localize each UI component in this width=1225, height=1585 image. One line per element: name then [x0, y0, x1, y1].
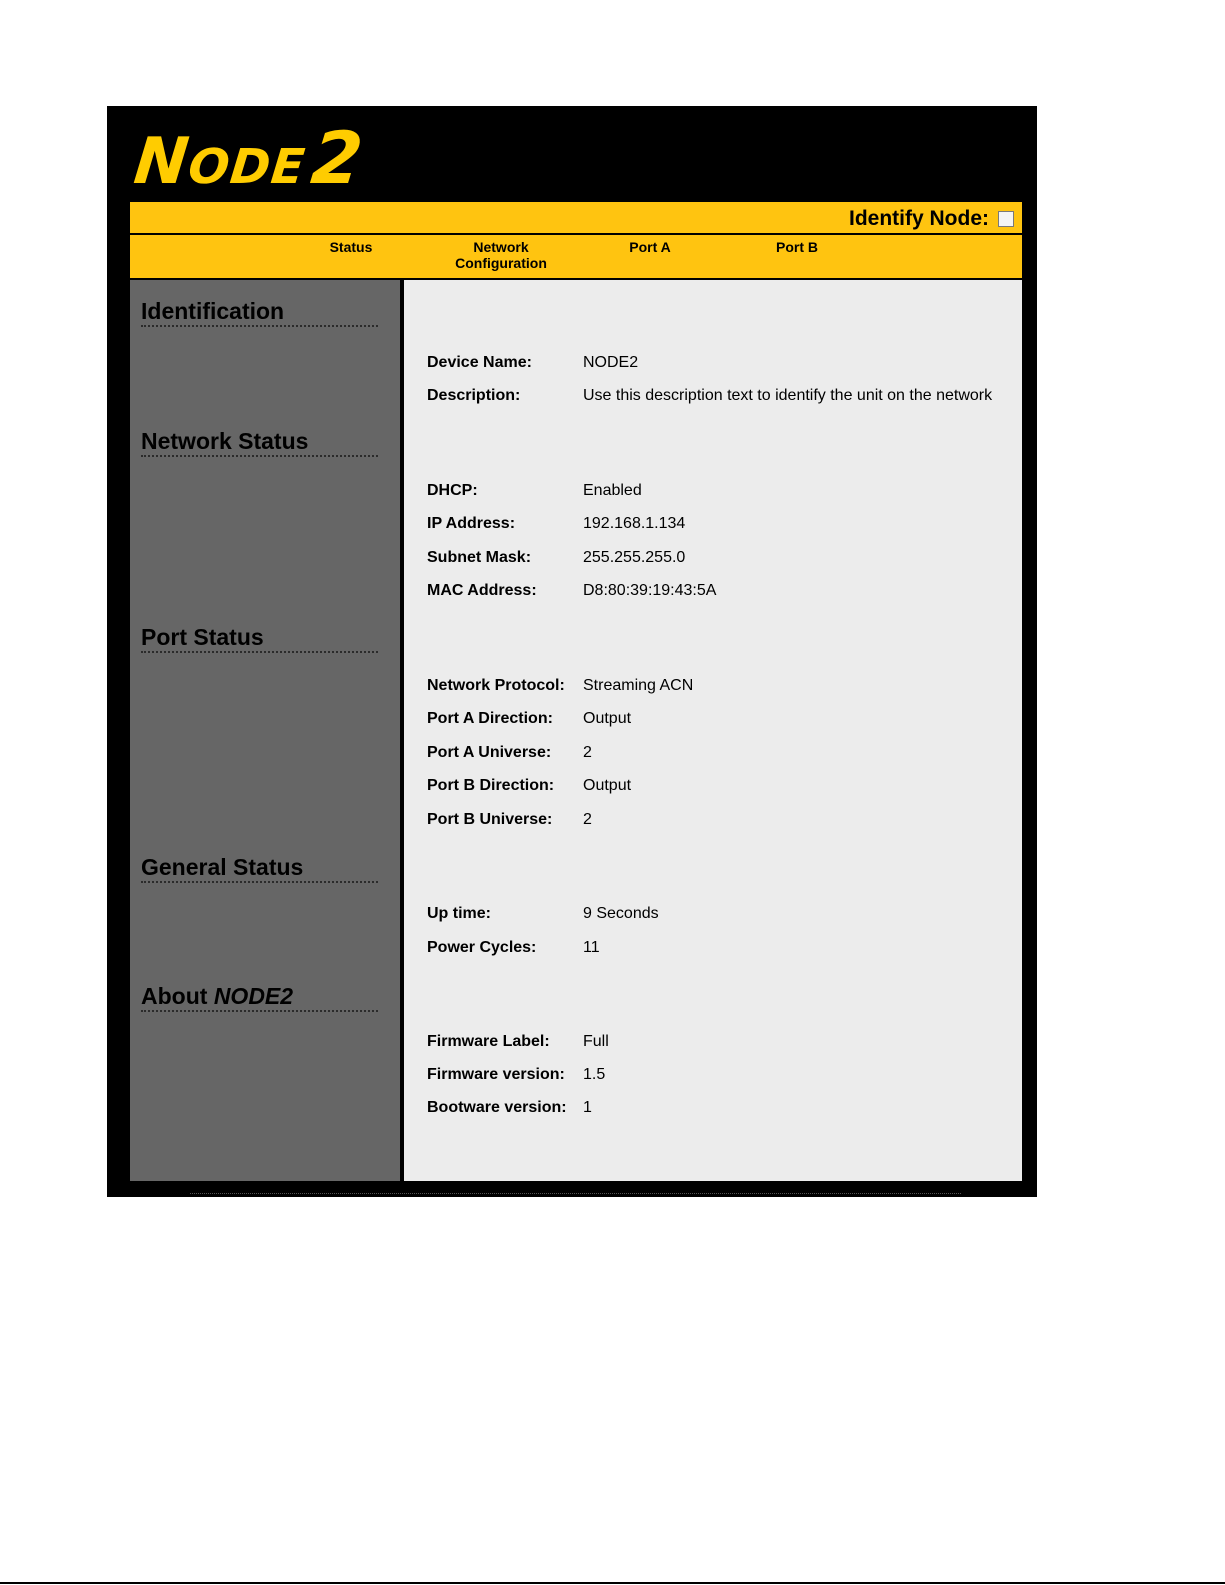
nav-port-b[interactable]: Port B	[776, 239, 818, 255]
value-port-a-direction: Output	[583, 710, 632, 727]
heading-about	[141, 982, 378, 1012]
logo-letters-ode: ODE	[185, 139, 308, 195]
label-ip-address: IP Address:	[427, 515, 516, 532]
label-firmware-version: Firmware version:	[427, 1066, 565, 1083]
label-device-name: Device Name:	[427, 354, 532, 371]
value-mac-address: D8:80:39:19:43:5A	[583, 582, 717, 599]
status-content	[404, 280, 1022, 1181]
value-ip-address: 192.168.1.134	[583, 515, 686, 532]
logo-letter-n: N	[130, 125, 194, 199]
heading-identification: Identification	[141, 297, 378, 327]
heading-about-prefix: About	[141, 983, 214, 1009]
value-subnet-mask: 255.255.255.0	[583, 549, 686, 566]
heading-general-status: General Status	[141, 853, 378, 883]
value-port-b-direction: Output	[583, 777, 632, 794]
label-bootware-version: Bootware version:	[427, 1099, 567, 1116]
value-up-time: 9 Seconds	[583, 905, 659, 922]
label-port-b-universe: Port B Universe:	[427, 811, 553, 828]
nav-network-configuration[interactable]	[446, 239, 556, 271]
value-bootware-version: 1	[583, 1099, 592, 1116]
value-dhcp: Enabled	[583, 482, 642, 499]
value-device-name: NODE2	[583, 354, 639, 371]
value-firmware-label: Full	[583, 1033, 609, 1050]
value-firmware-version: 1.5	[583, 1066, 606, 1083]
label-mac-address: MAC Address:	[427, 582, 537, 599]
label-subnet-mask: Subnet Mask:	[427, 549, 532, 566]
identify-node-control	[849, 207, 1014, 231]
footer-divider	[190, 1193, 961, 1194]
identify-bar	[130, 202, 1022, 233]
heading-about-product: NODE2	[213, 983, 294, 1009]
label-network-protocol: Network Protocol:	[427, 677, 565, 694]
page-frame	[107, 106, 1037, 1197]
sidebar	[130, 280, 400, 1181]
label-up-time: Up time:	[427, 905, 491, 922]
heading-port-status: Port Status	[141, 623, 378, 653]
label-power-cycles: Power Cycles:	[427, 939, 537, 956]
label-port-a-direction: Port A Direction:	[427, 710, 553, 727]
page-bottom-border	[0, 1582, 1225, 1584]
nav-network-configuration-label: Network Configuration	[455, 239, 547, 271]
value-description: Use this description text to identify the unit on the network	[583, 387, 993, 404]
node2-logo	[131, 118, 368, 198]
identify-node-checkbox[interactable]	[998, 211, 1014, 227]
main-nav	[130, 235, 1022, 278]
label-port-a-universe: Port A Universe:	[427, 744, 552, 761]
label-port-b-direction: Port B Direction:	[427, 777, 555, 794]
nav-port-a[interactable]: Port A	[629, 239, 671, 255]
label-firmware-label: Firmware Label:	[427, 1033, 550, 1050]
nav-status[interactable]: Status	[329, 239, 373, 255]
value-port-b-universe: 2	[583, 811, 592, 828]
value-network-protocol: Streaming ACN	[583, 677, 694, 694]
logo-number: 2	[307, 116, 368, 200]
label-dhcp: DHCP:	[427, 482, 478, 499]
value-port-a-universe: 2	[583, 744, 592, 761]
identify-node-label: Identify Node:	[849, 207, 989, 230]
heading-network-status: Network Status	[141, 427, 378, 457]
value-power-cycles: 11	[583, 939, 600, 956]
label-description: Description:	[427, 387, 521, 404]
